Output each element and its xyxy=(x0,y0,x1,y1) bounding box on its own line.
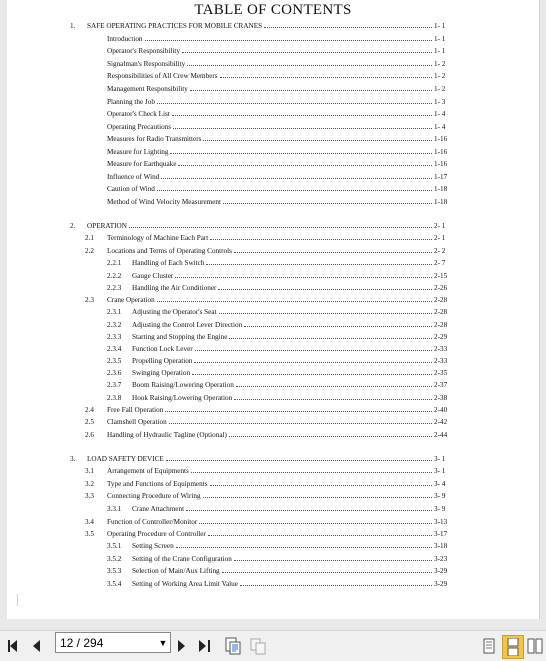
toc-entry-title: Measure for Lighting xyxy=(107,148,169,156)
single-page-icon xyxy=(483,638,495,654)
toc-entry[interactable] xyxy=(7,222,539,234)
toc-entry-title: Propelling Operation xyxy=(132,357,193,365)
toc-entry-number: 3.5.2 xyxy=(107,555,122,563)
toc-entry-title: Introduction xyxy=(107,35,143,43)
toc-dot-leader xyxy=(223,203,432,204)
toc-dot-leader xyxy=(172,115,432,116)
previous-page-button[interactable] xyxy=(29,636,45,656)
toc-entry[interactable] xyxy=(7,296,539,308)
toc-entry[interactable] xyxy=(7,35,539,47)
toc-entry[interactable] xyxy=(7,284,539,296)
toc-entry-number: 2.3.4 xyxy=(107,345,122,353)
toc-entry-title: Clamshell Operation xyxy=(107,418,167,426)
toc-entry-page: 1- 4 xyxy=(434,110,446,118)
toc-entry-number: 2.3 xyxy=(85,296,94,304)
toc-entry-title: Adjusting the Operator's Seat xyxy=(132,308,217,316)
toc-entry-page: 1-17 xyxy=(434,173,448,181)
toc-entry-number: 2.2.2 xyxy=(107,272,122,280)
toc-dot-leader xyxy=(210,485,432,486)
toc-entry-number: 3.4 xyxy=(85,518,94,526)
toc-dot-leader xyxy=(129,227,432,228)
toc-entry-page: 1- 1 xyxy=(434,22,446,30)
toc-entry-page: 3-18 xyxy=(434,542,448,550)
toc-dot-leader xyxy=(236,386,432,387)
toc-dot-leader xyxy=(222,572,432,573)
toc-entry[interactable] xyxy=(7,198,539,210)
toc-entry[interactable] xyxy=(7,173,539,185)
facing-pages-icon xyxy=(527,638,543,654)
toc-entry[interactable] xyxy=(7,259,539,271)
toc-entry-title: Function Lock Lever xyxy=(132,345,193,353)
toc-dot-leader xyxy=(157,301,432,302)
toc-entry-page: 2-40 xyxy=(434,406,448,414)
toc-dot-leader xyxy=(206,264,432,265)
toc-entry-title: Handling of Hydraulic Tagline (Optional) xyxy=(107,431,227,439)
toc-entry-page: 1-16 xyxy=(434,148,448,156)
page-edge-mark xyxy=(17,594,18,606)
toc-entry[interactable] xyxy=(7,47,539,59)
toc-entry-page: 2- 7 xyxy=(434,259,446,267)
toc-entry[interactable] xyxy=(7,369,539,381)
toc-entry-number: 2.2.3 xyxy=(107,284,122,292)
toc-entry-number: 3.5 xyxy=(85,530,94,538)
toc-dot-leader xyxy=(169,423,432,424)
toc-entry-page: 1-16 xyxy=(434,160,448,168)
toc-entry[interactable] xyxy=(7,555,539,567)
toc-entry[interactable] xyxy=(7,418,539,430)
toc-entry[interactable] xyxy=(7,123,539,135)
toc-entry-number: 2.2.1 xyxy=(107,259,122,267)
last-page-button[interactable] xyxy=(194,636,214,656)
toc-entry-number: 2.5 xyxy=(85,418,94,426)
toc-dot-leader xyxy=(173,128,432,129)
toc-entry[interactable] xyxy=(7,394,539,406)
toc-entry-number: 1. xyxy=(70,22,76,30)
toc-entry-page: 2-26 xyxy=(434,284,448,292)
toc-entry-number: 3.3.1 xyxy=(107,505,122,513)
toc-entry[interactable] xyxy=(7,431,539,443)
toc-entry-title: Locations and Terms of Operating Controls xyxy=(107,247,232,255)
toc-dot-leader xyxy=(229,436,432,437)
page-number-select[interactable] xyxy=(55,632,171,653)
toc-entry[interactable] xyxy=(7,272,539,284)
toc-entry[interactable] xyxy=(7,148,539,160)
toc-entry-title: Terminology of Machine Each Part xyxy=(107,234,209,242)
toc-dot-leader xyxy=(178,165,432,166)
toc-entry-title: SAFE OPERATING PRACTICES FOR MOBILE CRANES xyxy=(87,22,263,30)
toc-entry-page: 1- 2 xyxy=(434,60,446,68)
toc-entry[interactable] xyxy=(7,234,539,246)
toc-entry[interactable] xyxy=(7,60,539,72)
toc-entry-page: 1- 1 xyxy=(434,47,446,55)
toc-entry-number: 3.5.3 xyxy=(107,567,122,575)
toc-dot-leader xyxy=(203,497,432,498)
page-number-value: 12 / 294 xyxy=(60,635,104,650)
next-page-button[interactable] xyxy=(173,636,189,656)
toc-dot-leader xyxy=(170,153,432,154)
toc-dot-leader xyxy=(220,77,432,78)
toc-entry-page: 2-44 xyxy=(434,431,448,439)
continuous-view-button[interactable] xyxy=(502,635,524,659)
toc-entry[interactable] xyxy=(7,518,539,530)
toc-entry-page: 3- 4 xyxy=(434,480,446,488)
toc-entry[interactable] xyxy=(7,455,539,467)
facing-pages-button[interactable] xyxy=(525,636,545,656)
continuous-page-icon xyxy=(507,638,519,656)
toc-entry-number: 2.3.6 xyxy=(107,369,122,377)
toc-entry-number: 2.3.3 xyxy=(107,333,122,341)
toc-entry[interactable] xyxy=(7,480,539,492)
toc-entry-number: 2.3.1 xyxy=(107,308,122,316)
toc-entry-number: 2.1 xyxy=(85,234,94,242)
toc-entry-page: 2-29 xyxy=(434,333,448,341)
chevron-down-icon: ▼ xyxy=(158,637,168,648)
toc-dot-leader xyxy=(234,252,432,253)
toc-dot-leader xyxy=(195,350,432,351)
toc-entry[interactable] xyxy=(7,580,539,592)
toc-dot-leader xyxy=(186,510,432,511)
toc-entry-page: 1-16 xyxy=(434,135,448,143)
toc-dot-leader xyxy=(157,103,432,104)
toc-entry-title: Handling of Each Switch xyxy=(132,259,205,267)
toc-dot-leader xyxy=(187,65,432,66)
toc-entry-page: 1-18 xyxy=(434,198,448,206)
toc-entry[interactable] xyxy=(7,98,539,110)
toc-entry-page: 3-29 xyxy=(434,567,448,575)
toc-entry-page: 3- 1 xyxy=(434,467,446,475)
toc-entry-title: Signalman's Responsibility xyxy=(107,60,186,68)
toc-entry-page: 2-38 xyxy=(434,394,448,402)
toc-entry-title: Operator's Responsibility xyxy=(107,47,180,55)
toc-entry-page: 1- 2 xyxy=(434,72,446,80)
toc-entry[interactable] xyxy=(7,381,539,393)
toc-entry-title: Hook Raising/Lowering Operation xyxy=(132,394,233,402)
toc-entry-page: 2-28 xyxy=(434,308,448,316)
page-title: TABLE OF CONTENTS xyxy=(194,2,352,18)
toc-entry[interactable] xyxy=(7,467,539,479)
toc-entry-number: 2.6 xyxy=(85,431,94,439)
toc-entry-number: 3.2 xyxy=(85,480,94,488)
toc-entry[interactable] xyxy=(7,110,539,122)
toc-entry-page: 2-33 xyxy=(434,357,448,365)
toc-dot-leader xyxy=(165,411,432,412)
first-page-button[interactable] xyxy=(6,636,24,656)
toc-dot-leader xyxy=(161,178,432,179)
toc-entry-title: Measure for Earthquake xyxy=(107,160,177,168)
toc-entry-page: 3-23 xyxy=(434,555,448,563)
toc-dot-leader xyxy=(244,326,432,327)
toc-entry-title: Starting and Stopping the Engine xyxy=(132,333,228,341)
toc-entry[interactable] xyxy=(7,357,539,369)
toc-dot-leader xyxy=(157,190,432,191)
toc-entry-title: Free Fall Operation xyxy=(107,406,164,414)
thumbnails-button[interactable] xyxy=(247,636,269,656)
toc-entry-number: 3. xyxy=(70,455,76,463)
toc-entry-page: 2-37 xyxy=(434,381,448,389)
toc-entry[interactable] xyxy=(7,333,539,345)
last-page-icon xyxy=(197,640,211,652)
toc-dot-leader xyxy=(199,523,432,524)
toc-entry-page: 2-28 xyxy=(434,321,448,329)
toc-entry[interactable] xyxy=(7,160,539,172)
toc-entry-title: Setting of the Crane Configuration xyxy=(132,555,232,563)
toc-entry-title: Crane Operation xyxy=(107,296,155,304)
toc-entry-title: Responsibilities of All Crew Members xyxy=(107,72,218,80)
toc-entry[interactable] xyxy=(7,308,539,320)
toc-dot-leader xyxy=(234,399,432,400)
toc-entry-title: Boom Raising/Lowering Operation xyxy=(132,381,234,389)
toc-entry-number: 2.3.2 xyxy=(107,321,122,329)
toc-entry-title: Method of Wind Velocity Measurement xyxy=(107,198,222,206)
toc-entry-title: Operator's Check List xyxy=(107,110,170,118)
toc-entry-number: 2. xyxy=(70,222,76,230)
toc-entry-title: Connecting Procedure of Wiring xyxy=(107,492,201,500)
toc-entry[interactable] xyxy=(7,406,539,418)
toc-entry-title: Management Responsibility xyxy=(107,85,188,93)
toc-entry[interactable] xyxy=(7,72,539,84)
toc-entry-title: Operating Procedure of Controller xyxy=(107,530,206,538)
toc-entry-title: OPERATION xyxy=(87,222,127,230)
toc-entry-title: Caution of Wind xyxy=(107,185,155,193)
toc-entry-title: Setting of Working Area Limit Value xyxy=(132,580,238,588)
toc-entry-page: 3- 1 xyxy=(434,455,446,463)
toc-entry[interactable] xyxy=(7,492,539,504)
toc-entry-title: Crane Attachment xyxy=(132,505,185,513)
toc-entry-page: 1- 2 xyxy=(434,85,446,93)
toc-dot-leader xyxy=(240,585,432,586)
toc-dot-leader xyxy=(203,140,432,141)
toc-entry-page: 1- 1 xyxy=(434,35,446,43)
toc-entry-page: 1- 4 xyxy=(434,123,446,131)
document-properties-button[interactable] xyxy=(222,636,244,656)
toc-dot-leader xyxy=(229,338,432,339)
toc-entry-title: Setting Screen xyxy=(132,542,174,550)
toc-entry-title: Operating Precautions xyxy=(107,123,172,131)
toc-entry-page: 1- 3 xyxy=(434,98,446,106)
toc-entry-number: 3.3 xyxy=(85,492,94,500)
toc-entry-number: 2.3.7 xyxy=(107,381,122,389)
toc-entry-number: 3.1 xyxy=(85,467,94,475)
toc-entry-page: 2-42 xyxy=(434,418,448,426)
toc-entry-page: 3-13 xyxy=(434,518,448,526)
next-page-icon xyxy=(176,640,186,652)
toc-dot-leader xyxy=(234,560,432,561)
toc-entry-title: Handling the Air Conditioner xyxy=(132,284,217,292)
toc-entry-page: 3-29 xyxy=(434,580,448,588)
document-properties-icon xyxy=(224,637,242,655)
toc-entry[interactable] xyxy=(7,321,539,333)
toc-entry-page: 2-15 xyxy=(434,272,448,280)
first-page-icon xyxy=(8,640,22,652)
toc-entry-title: Adjusting the Control Lever Direction xyxy=(132,321,243,329)
toc-entry-page: 2-33 xyxy=(434,345,448,353)
toc-entry[interactable] xyxy=(7,345,539,357)
toc-entry-number: 3.5.4 xyxy=(107,580,122,588)
toc-dot-leader xyxy=(218,289,432,290)
toc-entry[interactable] xyxy=(7,185,539,197)
toc-entry-title: LOAD SAFETY DEVICE xyxy=(87,455,164,463)
toc-dot-leader xyxy=(264,27,432,28)
toc-entry-page: 2-35 xyxy=(434,369,448,377)
toc-entry-title: Type and Functions of Equipments xyxy=(107,480,208,488)
toc-entry-page: 1-18 xyxy=(434,185,448,193)
toc-entry-page: 2- 2 xyxy=(434,247,446,255)
toc-entry-page: 3-17 xyxy=(434,530,448,538)
toc-entry[interactable] xyxy=(7,505,539,517)
toc-entry[interactable] xyxy=(7,135,539,147)
toc-entry-number: 2.2 xyxy=(85,247,94,255)
toc-entry-title: Planning the Job xyxy=(107,98,155,106)
toc-entry-number: 2.3.5 xyxy=(107,357,122,365)
toc-entry[interactable] xyxy=(7,22,539,34)
toc-entry[interactable] xyxy=(7,542,539,554)
toc-dot-leader xyxy=(176,547,432,548)
toc-entry-title: Swinging Operation xyxy=(132,369,191,377)
toc-dot-leader xyxy=(194,362,432,363)
toc-entry[interactable] xyxy=(7,567,539,579)
toc-entry-page: 2- 1 xyxy=(434,234,446,242)
toc-dot-leader xyxy=(219,313,432,314)
toc-entry[interactable] xyxy=(7,530,539,542)
toc-entry-number: 2.4 xyxy=(85,406,94,414)
thumbnails-icon xyxy=(249,637,267,655)
toc-entry-title: Function of Controller/Monitor xyxy=(107,518,198,526)
toc-entry[interactable] xyxy=(7,247,539,259)
toc-entry-number: 2.3.8 xyxy=(107,394,122,402)
toc-entry-number: 3.5.1 xyxy=(107,542,122,550)
toc-dot-leader xyxy=(191,472,432,473)
toc-dot-leader xyxy=(182,52,432,53)
toc-dot-leader xyxy=(145,40,432,41)
toc-entry-title: Gauge Cluster xyxy=(132,272,174,280)
toc-dot-leader xyxy=(192,374,432,375)
toc-entry-page: 3- 9 xyxy=(434,505,446,513)
toc-dot-leader xyxy=(175,277,432,278)
toc-entry-title: Arrangement of Equipments xyxy=(107,467,189,475)
toc-dot-leader xyxy=(166,460,432,461)
toc-dot-leader xyxy=(190,90,432,91)
toc-entry-page: 2-28 xyxy=(434,296,448,304)
previous-page-icon xyxy=(32,640,42,652)
toc-entry[interactable] xyxy=(7,85,539,97)
toc-entry-title: Measures for Radio Transmitters xyxy=(107,135,202,143)
toc-entry-title: Selection of Main/Aux Lifting xyxy=(132,567,220,575)
toc-dot-leader xyxy=(208,535,432,536)
document-page xyxy=(7,0,540,619)
toc-entry-page: 3- 9 xyxy=(434,492,446,500)
toc-dot-leader xyxy=(210,239,432,240)
toc-entry-title: Influence of Wind xyxy=(107,173,160,181)
single-page-view-button[interactable] xyxy=(480,636,498,656)
toc-entry-page: 2- 1 xyxy=(434,222,446,230)
